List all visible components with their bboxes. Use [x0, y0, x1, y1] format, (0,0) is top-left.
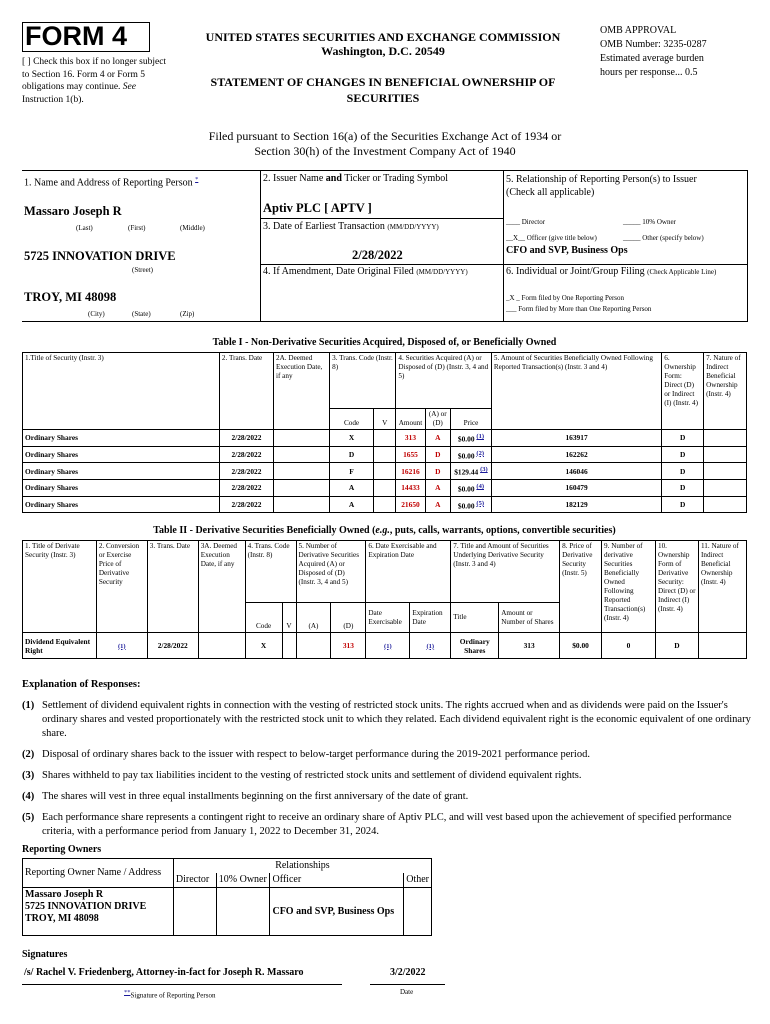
divider [260, 264, 747, 265]
trans-code: A [330, 496, 374, 513]
underlying-title: Ordinary Shares [451, 633, 499, 659]
ownership-form: D [662, 446, 704, 463]
footnote-link[interactable]: (2) [476, 449, 484, 457]
middle-label: (Middle) [180, 224, 205, 232]
street-label: (Street) [132, 266, 153, 274]
footnote-text: Disposal of ordinary shares back to the issuer with respect to below-target performance during the 2019-2021 performance period. [42, 749, 590, 760]
footnote-text: The shares will vest in three equal installments beginning on the first anniversary of the date of grant. [42, 791, 469, 802]
sub-a: (A) [296, 603, 331, 633]
col-indirect-nature: 7. Nature of Indirect Beneficial Ownership (Instr. 4) [704, 353, 747, 430]
omb-hours: hours per response... 0.5 [600, 67, 698, 78]
table-row [23, 430, 747, 447]
col-trans-code: 4. Trans. Code (Instr. 8) [245, 541, 296, 603]
list-item [22, 790, 752, 804]
table-row [23, 888, 432, 936]
col-acquired-disposed: 4. Securities Acquired (A) or Disposed of (D) (Instr. 3, 4 and 5) [396, 353, 491, 409]
col-other: Other [404, 873, 432, 888]
officer-title: CFO and SVP, Business Ops [506, 245, 628, 256]
derivative-trans-date: 2/28/2022 [147, 633, 198, 659]
acquired-or-disposed: D [425, 463, 451, 480]
statement-line1: STATEMENT OF CHANGES IN BENEFICIAL OWNERSHIP OF [210, 75, 556, 89]
city-label: (City) [88, 310, 105, 318]
trans-price: $0.00 (5) [451, 496, 492, 513]
footnote-text: Each performance share represents a contingent right to receive an ordinary share of Aptiv PLC, and will vest based upon the achievement of specified performance criteria, with a performance period from January 1, 2022 to December 31, 2024. [42, 812, 732, 837]
sub-a-or-d: (A) or (D) [425, 409, 451, 430]
security-title: Ordinary Shares [23, 496, 220, 513]
sub-code: Code [245, 603, 282, 633]
issuer-name: Aptiv PLC [ APTV ] [263, 201, 372, 215]
trans-amount: 21650 [396, 496, 425, 513]
divider [22, 321, 747, 322]
col-deemed-date: 2A. Deemed Execution Date, if any [274, 353, 330, 430]
table1-title: Table I - Non-Derivative Securities Acquired, Disposed of, or Beneficially Owned [212, 337, 557, 348]
owner-address: Massaro Joseph R 5725 INNOVATION DRIVE TROY, MI 48098 [23, 888, 174, 936]
box2-label: 2. Issuer Name and Ticker or Trading Symbol [263, 173, 449, 184]
state-label: (State) [132, 310, 151, 318]
ownership-form: D [662, 463, 704, 480]
divider [260, 170, 261, 322]
col-exercisable-expiration: 6. Date Exercisable and Expiration Date [366, 541, 451, 603]
col-derivative-price: 8. Price of Derivative Security (Instr. 5) [560, 541, 602, 633]
col-officer: Officer [270, 873, 404, 888]
amount-owned: 182129 [491, 496, 661, 513]
check-note-text: [ ] Check this box if no longer subject to Section 16. Form 4 or Form 5 obligations may continue. [22, 57, 167, 92]
trans-code: X [330, 430, 374, 447]
signature-label: **Signature of Reporting Person [124, 989, 216, 1000]
trans-amount: 313 [396, 430, 425, 447]
explanation-section [22, 678, 752, 839]
col-derivative-owned: 9. Number of derivative Securities Beneficially Owned Following Reported Transaction(s) (Instr. 4) [602, 541, 656, 633]
check-box-note [22, 56, 172, 106]
table-row [23, 496, 747, 513]
filing-multiple-persons-option[interactable]: ___ Form filed by More than One Reporting Person [506, 305, 652, 313]
box1-label: 1. Name and Address of Reporting Person * [24, 176, 199, 189]
signatures-heading: Signatures [22, 949, 68, 960]
divider [22, 170, 747, 171]
sub-amount: Amount [396, 409, 425, 430]
footnote-link[interactable]: (3) [480, 466, 488, 474]
owner-officer-title: CFO and SVP, Business Ops [270, 888, 404, 936]
footnote-link[interactable]: (5) [476, 499, 484, 507]
box5-label: 5. Relationship of Reporting Person(s) to Issuer (Check all applicable) [506, 174, 697, 198]
security-title: Ordinary Shares [23, 480, 220, 497]
sub-price: Price [451, 409, 492, 430]
table2-title: Table II - Derivative Securities Beneficially Owned (e.g., puts, calls, warrants, options, convertible securities) [153, 525, 616, 536]
filed-line1: Filed pursuant to Section 16(a) of the Securities Exchange Act of 1934 or [208, 129, 562, 143]
sub-underlying-title: Title [451, 603, 499, 633]
box4-label: 4. If Amendment, Date Original Filed (MM/DD/YYYY) [263, 266, 468, 277]
reporting-owners-heading: Reporting Owners [22, 844, 102, 855]
footnote-text: Shares withheld to pay tax liabilities incident to the vesting of restricted stock units and settlement of dividend equivalent rights. [42, 770, 582, 781]
agency-line1: UNITED STATES SECURITIES AND EXCHANGE COMMISSION [205, 30, 561, 44]
footnote-number: (4) [22, 791, 35, 802]
form-title: FORM 4 [22, 22, 150, 52]
agency-line2: Washington, D.C. 20549 [321, 44, 445, 58]
trans-price: $0.00 (4) [451, 480, 492, 497]
trans-amount: 1655 [396, 446, 425, 463]
trans-amount: 16216 [396, 463, 425, 480]
list-item [22, 769, 752, 783]
trans-date: 2/28/2022 [219, 480, 273, 497]
col-amount-owned: 5. Amount of Securities Beneficially Owned Following Reported Transaction(s) (Instr. 3 and 4) [491, 353, 661, 430]
divider [747, 170, 748, 322]
derivative-ownership-form: D [655, 633, 698, 659]
statement-heading [178, 74, 588, 106]
trans-price: $0.00 (1) [451, 430, 492, 447]
ownership-form: D [662, 480, 704, 497]
omb-approval [600, 24, 760, 80]
security-title: Ordinary Shares [23, 430, 220, 447]
col-derivative-number: 5. Number of Derivative Securities Acquired (A) or Disposed of (D) (Instr. 3, 4 and 5) [296, 541, 366, 603]
omb-burden: Estimated average burden [600, 53, 704, 64]
list-item [22, 811, 752, 839]
table-row [23, 463, 747, 480]
col-derivative-title: 1. Title of Derivate Security (Instr. 3) [23, 541, 97, 633]
footnote-number: (2) [22, 749, 35, 760]
acquired-or-disposed: A [425, 430, 451, 447]
trans-code: D [330, 446, 374, 463]
date-label: Date [400, 988, 414, 996]
last-label: (Last) [76, 224, 93, 232]
acquired-or-disposed: A [425, 480, 451, 497]
list-item [22, 748, 752, 762]
reporting-owners-table [22, 858, 432, 936]
col-owner-name: Reporting Owner Name / Address [23, 859, 174, 888]
divider [260, 218, 503, 219]
box3-label: 3. Date of Earliest Transaction (MM/DD/YYYY) [263, 221, 439, 232]
trans-date: 2/28/2022 [219, 430, 273, 447]
table2-header [23, 541, 747, 603]
derivative-trans-code: X [245, 633, 282, 659]
table-row [23, 446, 747, 463]
trans-date: 2/28/2022 [219, 496, 273, 513]
col-ownership-form: 6. Ownership Form: Direct (D) or Indirect (I) (Instr. 4) [662, 353, 704, 430]
other-option[interactable]: _____ Other (specify below) [623, 234, 704, 242]
reporting-person-name: Massaro Joseph R [24, 204, 122, 218]
footnote-number: (3) [22, 770, 35, 781]
col-trans-date: 2. Trans. Date [219, 353, 273, 430]
trans-price: $129.44 (3) [451, 463, 492, 480]
zip-label: (Zip) [180, 310, 195, 318]
amount-owned: 146046 [491, 463, 661, 480]
security-title: Ordinary Shares [23, 463, 220, 480]
trans-date: 2/28/2022 [219, 446, 273, 463]
derivative-price: $0.00 [560, 633, 602, 659]
date-line [370, 984, 445, 985]
filing-one-person-option[interactable]: _X _ Form filed by One Reporting Person [506, 294, 625, 302]
col-relationships: Relationships [173, 859, 431, 874]
first-label: (First) [128, 224, 146, 232]
omb-approval-label: OMB APPROVAL [600, 25, 677, 36]
signature-line [22, 984, 342, 985]
ownership-form: D [662, 496, 704, 513]
acquired-or-disposed: D [425, 446, 451, 463]
footnote-number: (1) [22, 700, 35, 711]
agency-heading [178, 30, 588, 58]
director-option[interactable]: ____ Director [506, 218, 546, 226]
filed-pursuant [130, 129, 640, 159]
table-row [23, 633, 747, 659]
list-item [22, 699, 752, 741]
trans-amount: 14433 [396, 480, 425, 497]
footnote-link[interactable]: (1) [476, 433, 484, 441]
officer-option[interactable]: __X__ Officer (give title below) [506, 234, 597, 242]
trans-code: F [330, 463, 374, 480]
check-note-see: See [122, 82, 136, 92]
filed-line2: Section 30(h) of the Investment Company Act of 1940 [254, 144, 516, 158]
footnote-marker[interactable]: * [195, 176, 199, 183]
ten-percent-owner-option[interactable]: _____ 10% Owner [623, 218, 676, 226]
footnote-text: Settlement of dividend equivalent rights in connection with the vesting of restricted stock units. The rights accrued when and as dividends were paid on the Issuer's ordinary shares and vested proportionately with the restricted stock unit to which they related. Each dividend equivalent right is the economic equivalent of one ordinary share. [42, 700, 751, 739]
sub-v: V [373, 409, 395, 430]
sub-date-exercisable: Date Exercisable [366, 603, 410, 633]
footnote-link[interactable]: (1) [118, 642, 126, 650]
table1-header [23, 353, 747, 409]
footnote-number: (5) [22, 812, 35, 823]
col-indirect-nature: 11. Nature of Indirect Beneficial Ownership (Instr. 4) [698, 541, 746, 633]
check-note-suffix: Instruction 1(b). [22, 94, 84, 105]
sub-code: Code [330, 409, 374, 430]
signature-date: 3/2/2022 [390, 967, 426, 978]
col-trans-code: 3. Trans. Code (Instr. 8) [330, 353, 396, 409]
col-underlying: 7. Title and Amount of Securities Underlying Derivative Security (Instr. 3 and 4) [451, 541, 560, 603]
sub-d: (D) [331, 603, 366, 633]
col-security-title: 1.Title of Security (Instr. 3) [23, 353, 220, 430]
trans-code: A [330, 480, 374, 497]
table2 [22, 540, 747, 659]
table-row [23, 480, 747, 497]
signer: /s/ Rachel V. Friedenberg, Attorney-in-fact for Joseph R. Massaro [24, 967, 304, 978]
explanation-heading: Explanation of Responses: [22, 679, 141, 690]
derivative-owned: 0 [602, 633, 656, 659]
col-director: Director [173, 873, 216, 888]
derivative-disposed: 313 [331, 633, 366, 659]
trans-date: 2/28/2022 [219, 463, 273, 480]
col-conversion-price: 2. Conversion or Exercise Price of Derivative Security [96, 541, 147, 633]
box6-label: 6. Individual or Joint/Group Filing (Check Applicable Line) [506, 266, 717, 277]
statement-line2: SECURITIES [346, 91, 420, 105]
trans-price: $0.00 (2) [451, 446, 492, 463]
underlying-amount: 313 [499, 633, 560, 659]
ownership-form: D [662, 430, 704, 447]
footnote-link[interactable]: (1) [426, 642, 435, 650]
amount-owned: 162262 [491, 446, 661, 463]
derivative-title: Dividend Equivalent Right [23, 633, 97, 659]
street-address: 5725 INNOVATION DRIVE [24, 249, 176, 263]
footnote-link[interactable]: (4) [476, 483, 484, 491]
sub-expiration-date: Expiration Date [410, 603, 451, 633]
footnote-link[interactable]: (1) [384, 642, 392, 650]
sub-v: V [282, 603, 296, 633]
footnote-marker[interactable]: ** [124, 989, 131, 996]
divider [503, 170, 504, 322]
amount-owned: 163917 [491, 430, 661, 447]
earliest-transaction-date: 2/28/2022 [352, 248, 403, 262]
sub-underlying-amount: Amount or Number of Shares [499, 603, 560, 633]
table1 [22, 352, 747, 513]
omb-number: OMB Number: 3235-0287 [600, 39, 707, 50]
col-deemed-date: 3A. Deemed Execution Date, if any [198, 541, 245, 633]
amount-owned: 160479 [491, 480, 661, 497]
col-ten-percent: 10% Owner [216, 873, 270, 888]
acquired-or-disposed: A [425, 496, 451, 513]
city-state-zip: TROY, MI 48098 [24, 290, 117, 304]
col-ownership-form: 10. Ownership Form of Derivative Security: Direct (D) or Indirect (I) (Instr. 4) [655, 541, 698, 633]
col-trans-date: 3. Trans. Date [147, 541, 198, 633]
security-title: Ordinary Shares [23, 446, 220, 463]
